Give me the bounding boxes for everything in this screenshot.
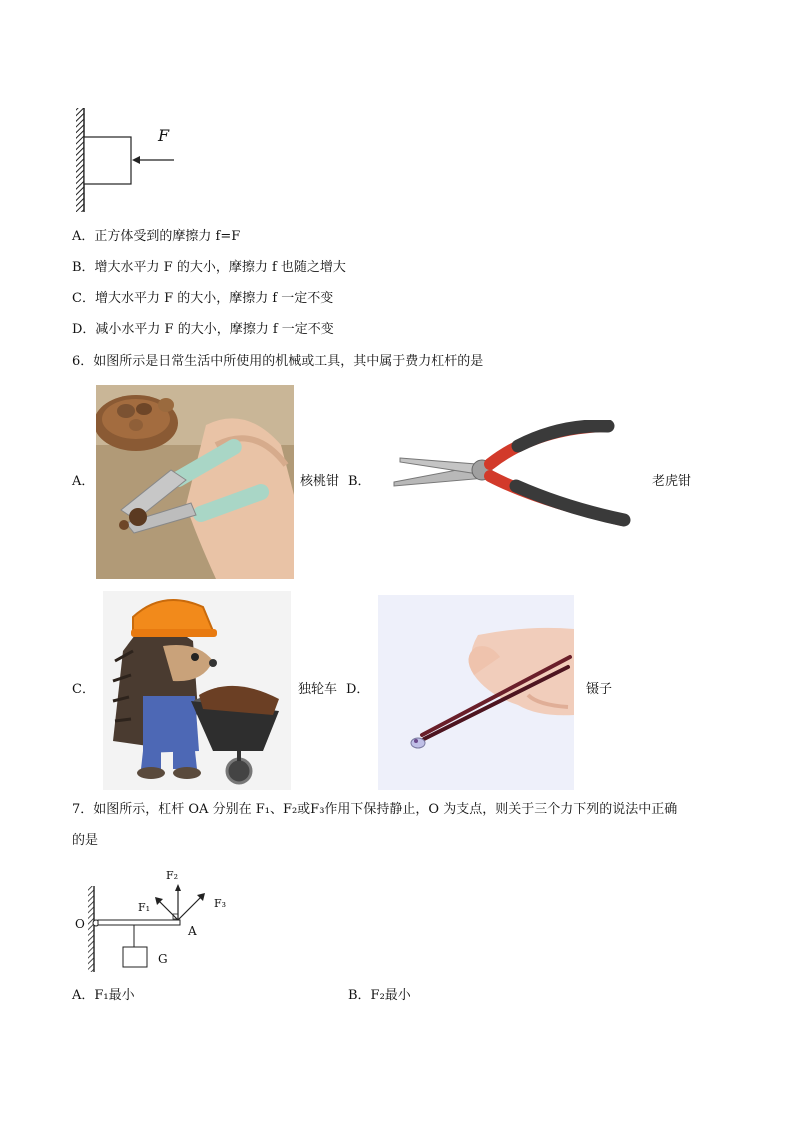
q7-stem-line1: 7．如图所示，杠杆 OA 分别在 F₁、F₂或F₃作用下保持静止，O 为支点，则关于三个力下列的说法中正确 xyxy=(72,802,678,817)
label-o: O xyxy=(75,917,85,931)
label-a: A xyxy=(188,924,197,938)
label-f1: F₁ xyxy=(138,901,151,914)
q7-option-a: A．F₁最小 xyxy=(72,988,135,1003)
force-f1-arrow xyxy=(158,900,178,920)
q6-option-a-letter: A． xyxy=(72,474,95,489)
q6-option-a-name: 核桃钳 xyxy=(300,474,340,489)
label-f2: F₂ xyxy=(166,869,179,882)
hedgehog-wheelbarrow-illustration xyxy=(103,591,291,790)
q5-option-b: B．增大水平力 F 的大小，摩擦力 f 也随之增大 xyxy=(72,260,346,275)
label-g: G xyxy=(158,952,168,966)
q6-option-d-name: 镊子 xyxy=(586,682,613,697)
force-label: F xyxy=(158,126,170,145)
lever-figure xyxy=(74,864,244,974)
q6-option-d-letter: D． xyxy=(346,682,370,697)
q6-option-b-letter: B． xyxy=(348,474,371,489)
wall-block-figure xyxy=(70,104,190,214)
wall-hatch xyxy=(76,108,84,212)
lever-wall-hatch xyxy=(88,886,94,972)
lever-oa xyxy=(98,920,180,925)
nutcracker-photo xyxy=(96,385,294,579)
q5-option-c: C．增大水平力 F 的大小，摩擦力 f 一定不变 xyxy=(72,291,334,306)
cube-block xyxy=(84,137,131,184)
q6-option-b-name: 老虎钳 xyxy=(652,474,692,489)
force-arrow-head xyxy=(132,156,140,164)
q5-option-a: A．正方体受到的摩擦力 f=F xyxy=(72,229,241,244)
label-f3: F₃ xyxy=(214,897,227,910)
q7-stem-line2: 的是 xyxy=(72,833,99,848)
q6-option-c-name: 独轮车 xyxy=(298,682,338,697)
q7-option-b: B．F₂最小 xyxy=(348,988,411,1003)
force-f3-arrow xyxy=(178,896,202,920)
weight-g xyxy=(123,947,147,967)
force-f2-head xyxy=(175,884,181,891)
pliers-photo xyxy=(386,420,636,536)
tweezers-photo xyxy=(378,595,574,790)
q6-stem: 6．如图所示是日常生活中所使用的机械或工具，其中属于费力杠杆的是 xyxy=(72,354,484,369)
q6-option-c-letter: C． xyxy=(72,682,95,697)
q5-option-d: D．减小水平力 F 的大小，摩擦力 f 一定不变 xyxy=(72,322,334,337)
